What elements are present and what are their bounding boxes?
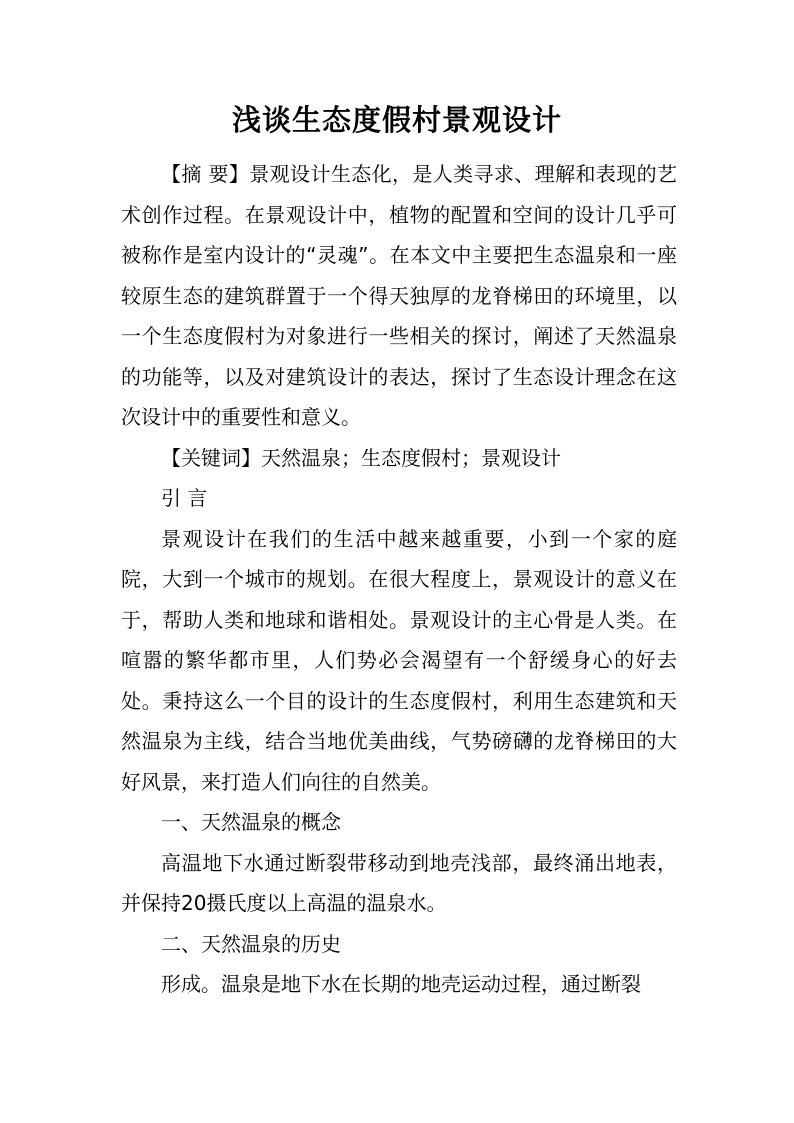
keywords-paragraph: 【关键词】天然温泉；生态度假村；景观设计 xyxy=(161,445,561,470)
document-title: 浅谈生态度假村景观设计 xyxy=(231,103,562,137)
section-heading-1: 一、天然温泉的概念 xyxy=(161,810,341,834)
introduction-paragraph: 景观设计在我们的生活中越来越重要，小到一个家的庭院，大到一个城市的规划。在很大程度上，景观设计的意义在于，帮助人类和地球和谐相处。景观设计的主心骨是人类。在喧嚣的繁华都市里，人们势必会渴望有一个舒缓身心的好去处。秉持这么一个目的设计的生态度假村，利用生态建筑和天然温泉为主线，结合当地优美曲线，气势磅礴的龙脊梯田的大好风景，来打造人们向往的自然美。 xyxy=(121,526,677,794)
section-1-paragraph: 高温地下水通过断裂带移动到地壳浅部，最终涌出地表，并保持20摄氏度以上高温的温泉水。 xyxy=(121,850,677,915)
abstract-paragraph: 【摘 要】景观设计生态化，是人类寻求、理解和表现的艺术创作过程。在景观设计中，植物的配置和空间的设计几乎可被称作是室内设计的“灵魂”。在本文中主要把生态温泉和一座较原生态的建筑群置于一个得天独厚的龙脊梯田的环境里，以一个生态度假村为对象进行一些相关的探讨，阐述了天然温泉的功能等，以及对建筑设计的表达，探讨了生态设计理念在这次设计中的重要性和意义。 xyxy=(121,162,677,429)
section-2-paragraph: 形成。温泉是地下水在长期的地壳运动过程，通过断裂 xyxy=(161,972,641,996)
document-body xyxy=(121,154,677,1005)
section-heading-introduction: 引 言 xyxy=(161,486,208,510)
section-heading-2: 二、天然温泉的历史 xyxy=(161,931,341,956)
